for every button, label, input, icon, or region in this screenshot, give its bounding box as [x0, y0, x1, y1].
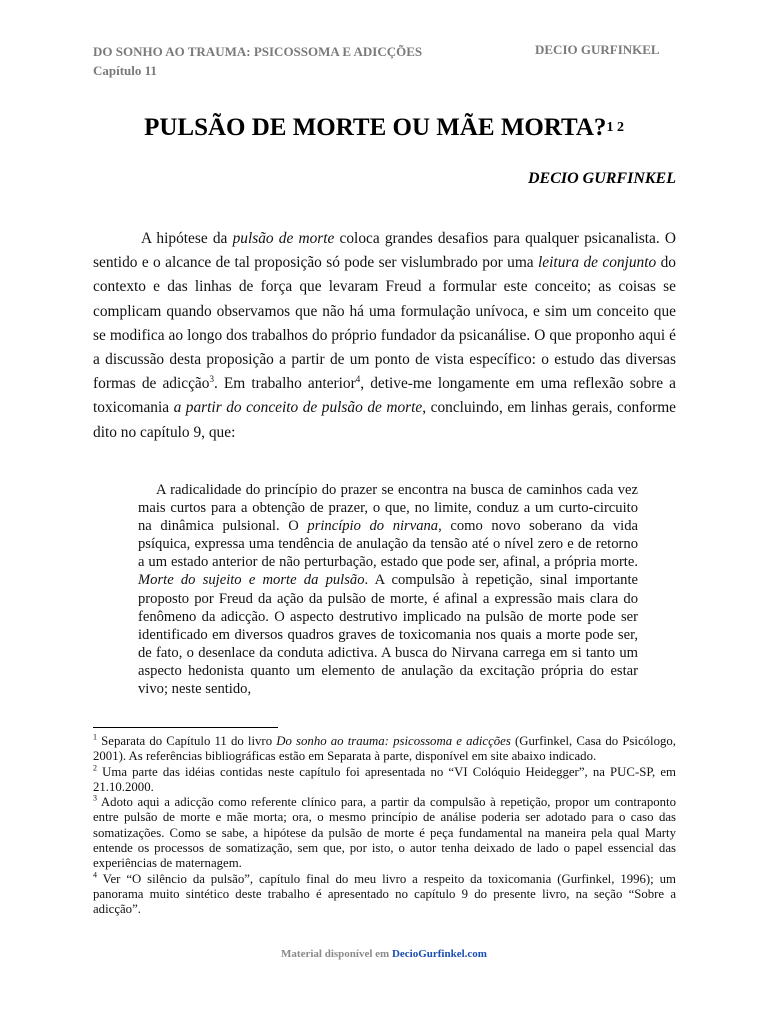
- page-title: [0, 114, 768, 142]
- footnote-2-text: Uma parte das idéias contidas neste capítulo foi apresentada no “VI Colóquio Heidegger”, na PUC-SP, em 21.10.2000.: [93, 764, 676, 794]
- footnote-ref-3: 3: [209, 374, 214, 385]
- footer-site-link[interactable]: DecioGurfinkel.com: [391, 948, 487, 960]
- footnote-4-number: 4: [93, 870, 97, 880]
- footnote-1-text-a: Separata do Capítulo 11 do livro: [97, 734, 277, 748]
- quote-text-2: , como novo soberano da vida psíquica, expressa uma tendência de anulação da tensão até o nível zero e de retorno a um estado anterior de não perturbação, estado que pode ser, afinal, a própria morte.: [138, 518, 638, 571]
- footer-prefix: Material disponível em: [281, 948, 392, 960]
- body-text-2: coloca grandes desafios para qualquer psicanalista. O sentido e o alcance de tal proposição só pode ser vislumbrado por uma: [93, 230, 676, 272]
- body-text-4: . Em trabalho anterior: [213, 375, 356, 393]
- running-header: [93, 42, 422, 80]
- body-text-3: do contexto e das linhas de força que levaram Freud a formular este conceito; as coisas se complicam quando observamos que não há uma formulação unívoca, e sim um conceito que se modifica ao longo dos trabalhos do próprio fundador da psicanálise. O que proponho aqui é a discussão desta proposição a partir de um ponto de vista específico: o estudo das diversas formas de adicção: [93, 254, 677, 393]
- header-author: DECIO GURFINKEL: [535, 42, 660, 57]
- block-quote: [138, 481, 638, 698]
- author-byline: DECIO GURFINKEL: [527, 170, 676, 187]
- quote-text-3: . A compulsão à repetição, sinal importante proposto por Freud da ação da pulsão de morte, é afinal a expressão mais clara do fenômeno da adicção. O aspecto destrutivo implicado na pulsão de morte pode ser identificado em diversos quadros graves de toxicomania nos quais a morte pode ser, de fato, o desenlace da conduta adictiva. A busca do Nirvana carrega em si tanto um aspecto hedonista quanto um elemento de anulação da excitação própria do estar vivo; neste sentido,: [138, 572, 638, 698]
- body-text-1: A hipótese da: [141, 230, 233, 247]
- footnote-2: [93, 765, 676, 796]
- footnote-3-number: 3: [93, 793, 97, 803]
- body-italic-1: pulsão de morte: [232, 230, 335, 247]
- header-book-title: DO SONHO AO TRAUMA: PSICOSSOMA E ADICÇÕES: [93, 44, 423, 59]
- body-italic-2: leitura de conjunto: [538, 254, 657, 272]
- title-footnote-refs: 1 2: [606, 120, 624, 135]
- body-paragraph: [93, 227, 676, 445]
- footnote-3: [93, 795, 676, 871]
- footnote-3-text: Adoto aqui a adicção como referente clínico para, a partir da compulsão à repetição, propor um contraponto entre pulsão de morte e mãe morta; ora, o mesmo princípio de análise poderia ser adotado para o caso das somatizações. Como se sabe, a hipótese da pulsão de morte é peça fundamental na maneira pela qual Marty entende os processos de somatização, sem que, por isto, o autor tenha deixado de lado o papel essencial das experiências de maternagem.: [93, 795, 676, 871]
- footnote-1-italic: Do sonho ao trauma: psicossoma e adicções: [276, 734, 511, 748]
- footnote-1-number: 1: [93, 732, 97, 742]
- footnote-2-number: 2: [93, 763, 97, 773]
- footnote-divider: [93, 727, 278, 728]
- footnote-1: [93, 734, 676, 765]
- footnote-ref-4: 4: [355, 374, 361, 385]
- footnote-4: [93, 872, 676, 918]
- header-chapter: Capítulo 11: [93, 63, 157, 78]
- page-footer: [0, 948, 768, 960]
- quote-text-1: A radicalidade do princípio do prazer se encontra na busca de caminhos cada vez mais curtos para a obtenção de prazer, o que, no limite, conduz a um curto-circuito na dinâmica pulsional. O: [138, 482, 638, 535]
- footnote-1-text-b: (Gurfinkel, Casa do Psicólogo, 2001). As referências bibliográficas estão em Separata à parte, disponível em site abaixo indicado.: [93, 734, 676, 764]
- footnotes: [93, 734, 676, 918]
- quote-italic-2: Morte do sujeito e morte da pulsão: [138, 572, 365, 589]
- title-text: PULSÃO DE MORTE OU MÃE MORTA?: [144, 114, 607, 141]
- body-italic-3: a partir do conceito de pulsão de morte: [173, 399, 423, 417]
- footnote-4-text: Ver “O silêncio da pulsão”, capítulo final do meu livro a respeito da toxicomania (Gurfinkel, 1996); um panorama muito sintético deste trabalho é apresentado no capítulo 9 do presente livro, na seção “Sobre a adicção”.: [93, 871, 676, 917]
- body-text-6: , concluindo, em linhas gerais, conforme dito no capítulo 9, que:: [93, 399, 676, 441]
- body-text-5: , detive-me longamente em uma reflexão sobre a toxicomania: [93, 375, 676, 417]
- quote-italic-1: princípio do nirvana: [307, 518, 439, 535]
